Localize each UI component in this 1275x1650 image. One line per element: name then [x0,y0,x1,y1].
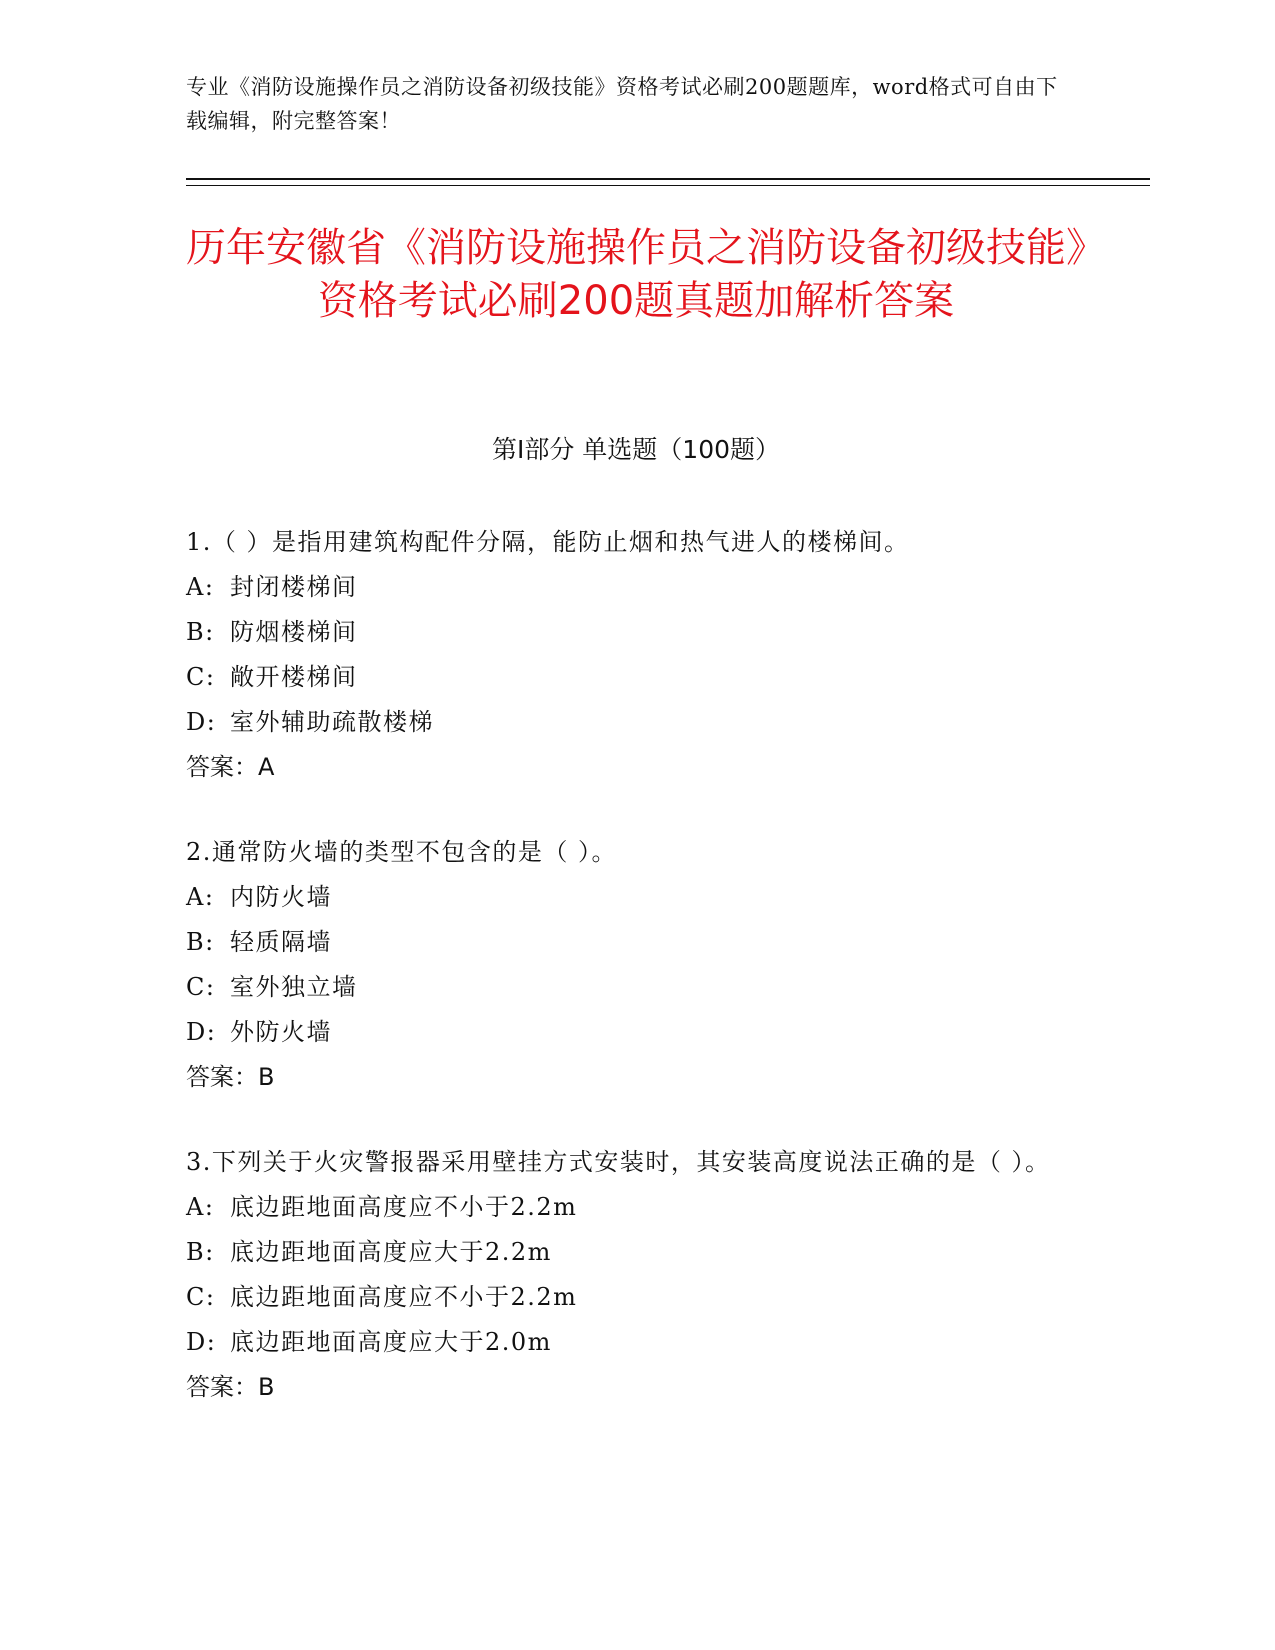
option-text: 室外辅助疏散楼梯 [230,708,434,736]
option-a [186,1185,1066,1230]
option-text: 防烟楼梯间 [230,618,358,646]
question-item [186,1140,1066,1410]
document-title: 历年安徽省《消防设施操作员之消防设备初级技能》资格考试必刷200题真题加解析答案 [186,225,1086,324]
option-d [186,700,1066,745]
header-divider-thin [186,185,1150,186]
option-text: 外防火墙 [230,1018,332,1046]
option-key: C: [186,663,216,691]
option-text: 敞开楼梯间 [230,663,358,691]
option-key: B: [186,928,215,956]
header-note: 专业《消防设施操作员之消防设备初级技能》资格考试必刷200题题库，word格式可自由下载编辑，附完整答案！ [186,75,1058,133]
option-text: 室外独立墙 [230,973,358,1001]
option-c [186,655,1066,700]
answer-line: 答案：A [186,753,275,781]
option-text: 底边距地面高度应不小于2.2m [230,1193,578,1221]
option-text: 内防火墙 [230,883,332,911]
option-key: C: [186,973,216,1001]
question-stem: 2.通常防火墙的类型不包含的是（ ）。 [186,838,618,866]
option-key: D: [186,1328,217,1356]
option-key: D: [186,1018,217,1046]
option-key: D: [186,708,217,736]
option-c [186,965,1066,1010]
header-divider-thick [186,178,1150,180]
question-list [186,520,1066,1450]
question-item [186,830,1066,1100]
question-stem: 1.（ ）是指用建筑构配件分隔，能防止烟和热气进人的楼梯间。 [186,528,910,556]
option-key: B: [186,1238,215,1266]
option-c [186,1275,1066,1320]
question-item [186,520,1066,790]
answer-line: 答案：B [186,1063,275,1091]
option-d [186,1320,1066,1365]
option-a [186,875,1066,920]
option-text: 底边距地面高度应大于2.2m [230,1238,552,1266]
option-b [186,610,1066,655]
option-text: 底边距地面高度应不小于2.2m [230,1283,578,1311]
option-key: A: [186,1193,215,1221]
question-stem: 3.下列关于火灾警报器采用壁挂方式安装时，其安装高度说法正确的是（ ）。 [186,1148,1051,1176]
answer-line: 答案：B [186,1373,275,1401]
option-text: 轻质隔墙 [230,928,332,956]
section-title: 第Ⅰ部分 单选题（100题） [491,435,781,464]
option-key: A: [186,883,215,911]
option-text: 底边距地面高度应大于2.0m [230,1328,552,1356]
option-key: B: [186,618,215,646]
option-text: 封闭楼梯间 [230,573,358,601]
option-b [186,1230,1066,1275]
option-key: C: [186,1283,216,1311]
option-key: A: [186,573,215,601]
option-d [186,1010,1066,1055]
option-b [186,920,1066,965]
option-a [186,565,1066,610]
